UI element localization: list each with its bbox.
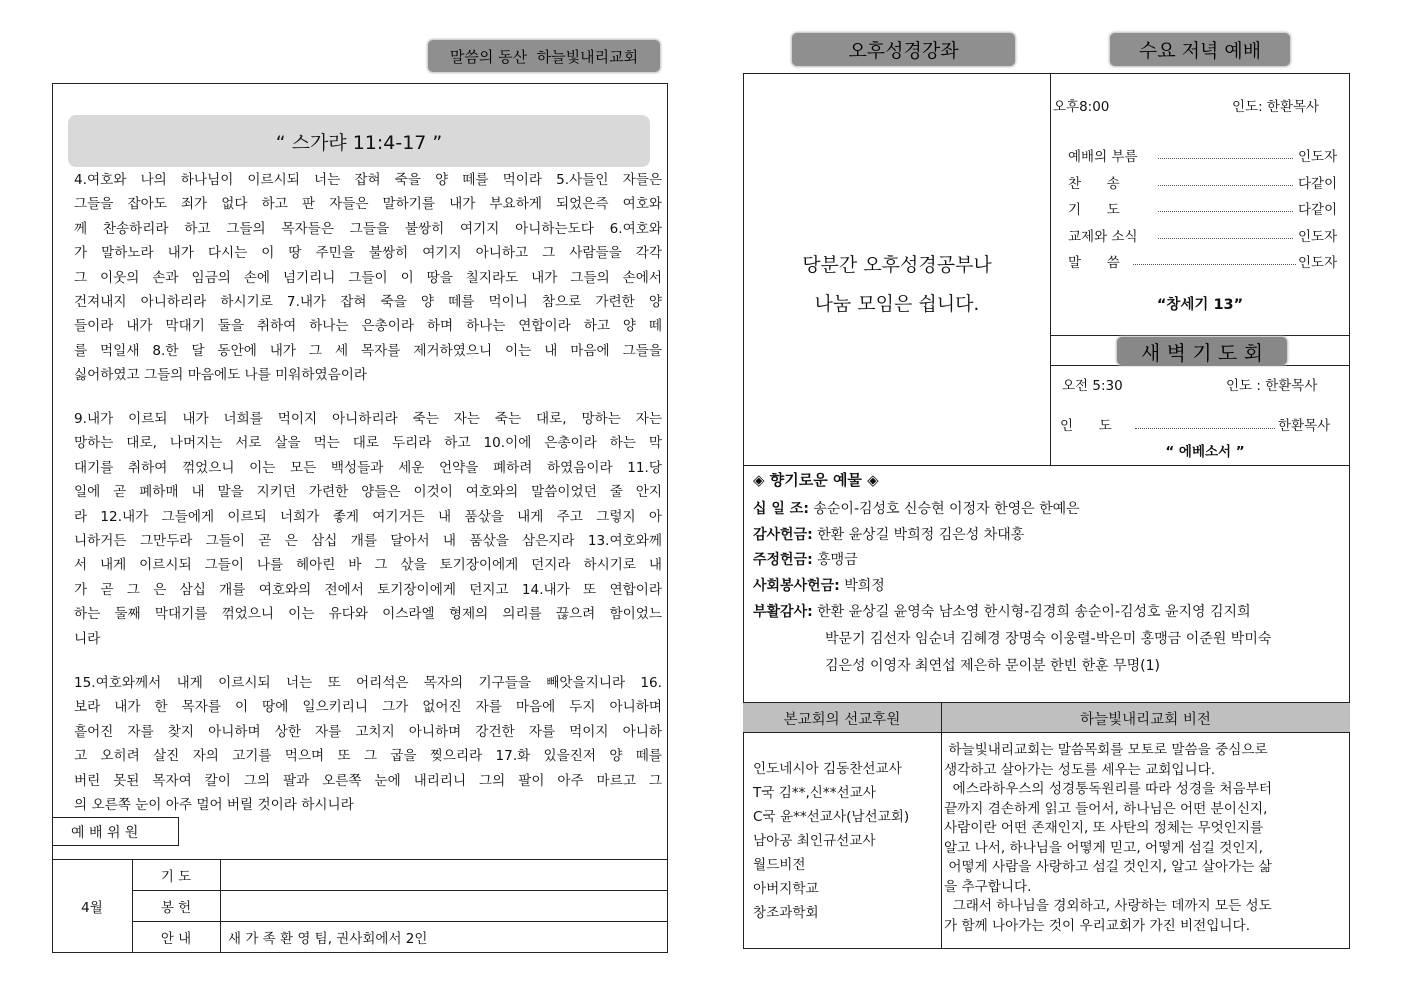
scripture-paragraph-1 xyxy=(74,168,662,388)
wednesday-service-title: 수요 저녁 예배 xyxy=(1138,40,1262,62)
offering-names: 박희정 xyxy=(844,578,885,595)
order-item: 찬 송 xyxy=(1068,175,1120,192)
vision-line: 끝까지 겸손하게 읽고 들어서, 하나님은 어떤 분이신지, xyxy=(944,800,1268,817)
dotted-leader xyxy=(1158,211,1293,212)
scripture-line: 망하는 대로, 나머지는 서로 살을 먹는 대로 두리라 하고 10.이에 은총이라 하는 막 xyxy=(74,435,662,452)
offering-label: 사회봉사헌금: xyxy=(753,578,840,595)
offering-names: 홍맹금 xyxy=(817,552,858,569)
dawn-item: 인 도 xyxy=(1060,418,1112,434)
scripture-line: 가 곧 그 은 삼십 개를 여호와의 전에서 토기장이에게 던지고 14.내가 또 연합이라 xyxy=(74,581,662,598)
offering-names-continued: 박문기 김선자 임순녀 김혜경 장명숙 이웅렬-박은미 홍맹금 이준원 박미숙 xyxy=(825,631,1272,647)
vision-line: 을 추구합니다. xyxy=(944,878,1032,895)
wednesday-leader: 인도: 한환목사 xyxy=(1232,99,1320,115)
mission-item: T국 김**,신**선교사 xyxy=(753,785,876,801)
scripture-line: 건져내지 아니하리라 하시기로 7.내가 잡혀 죽을 양 떼를 먹이니 참으로 가련한 양 xyxy=(74,293,662,310)
order-who: 인도자 xyxy=(1298,255,1338,271)
scripture-line: 니하거든 그만두라 그들이 곧 은 삼십 개를 달아서 내 품삯을 삼은지라 13.여호와께 xyxy=(74,532,662,549)
scripture-line: 대기를 취하여 꺾었으니 이는 모든 백성들과 세운 언약을 폐하려 하였음이라 11.당 xyxy=(74,459,662,476)
worship-staff-label-text: 예 배 위 원 xyxy=(71,824,139,841)
scripture-line: 그 이웃의 손과 임금의 손에 넘기리니 그들이 이 땅을 칠지라도 내가 그들의 손에서 xyxy=(74,269,662,286)
wednesday-service-badge xyxy=(1110,33,1290,66)
dawn-scripture: “ 에베소서 ” xyxy=(1165,444,1245,460)
dotted-leader xyxy=(1158,158,1293,159)
vision-line: 생각하고 살아가는 성도를 세우는 교회입니다. xyxy=(944,761,1216,778)
scripture-line: 고 오히려 살진 자의 고기를 먹으며 또 그 굽을 찢으리라 17.화 있을진저 양 떼를 xyxy=(74,748,662,765)
dotted-leader xyxy=(1133,264,1296,265)
church-name-badge xyxy=(428,40,660,72)
staff-month: 4월 xyxy=(81,899,103,916)
vision-line: 그래서 하나님을 경외하고, 사랑하는 데까지 모든 성도 xyxy=(944,898,1272,914)
offerings-title: ◈ 향기로운 예물 ◈ xyxy=(753,471,879,489)
offering-names-continued: 김은성 이영자 최연섭 제은하 문이분 한빈 한훈 무명(1) xyxy=(825,658,1160,674)
staff-value xyxy=(228,859,658,890)
offering-row xyxy=(753,498,1080,518)
church-name: 말씀의 동산 하늘빛내리교회 xyxy=(449,47,639,66)
dawn-leader: 인도 : 한환목사 xyxy=(1226,378,1318,394)
scripture-line: 15.여호와께서 내게 이르시되 너는 또 어리석은 목자의 기구들을 빼앗을지니라 16. xyxy=(74,675,662,691)
mission-item: 창조과학회 xyxy=(753,905,819,921)
offering-row xyxy=(753,549,858,569)
staff-value: 새 가 족 환 영 팀, 권사회에서 2인 xyxy=(228,930,428,947)
order-item: 예배의 부름 xyxy=(1068,149,1138,165)
scripture-line: 를 먹일새 8.한 달 동안에 내가 그 세 목자를 제거하였으니 이는 내 마음에 그들을 xyxy=(74,342,662,359)
dotted-leader xyxy=(1158,238,1293,239)
afternoon-study-badge xyxy=(792,33,1015,66)
offering-label: 주정헌금: xyxy=(753,552,813,569)
offering-row xyxy=(753,601,1251,621)
offering-label: 부활감사: xyxy=(753,603,813,620)
missions-list xyxy=(753,757,909,925)
order-item: 말 씀 xyxy=(1068,255,1120,271)
scripture-line: 버린 못된 목자여 칼이 그의 팔과 오른쪽 눈에 내리리니 그의 팔이 아주 마르고 그 xyxy=(74,772,662,789)
wednesday-time: 오후8:00 xyxy=(1053,99,1110,115)
vision-header: 하늘빛내리교회 비전 xyxy=(1080,711,1211,728)
offering-names: 송순이-김성호 신승현 이정자 한영은 한예은 xyxy=(813,501,1080,517)
vision-line: 하늘빛내리교회는 말씀목회를 모토로 말씀을 중심으로 xyxy=(944,742,1268,758)
vision-line: 가 함께 나아가는 것이 우리교회가 가진 비전입니다. xyxy=(944,917,1251,934)
scripture-line: 보라 내가 한 목자를 이 땅에 일으키리니 그가 없어진 자를 마음에 두지 아니하며 xyxy=(74,699,662,716)
scripture-line: 께 찬송하리라 하고 그들의 목자들은 그들을 불쌍히 여기지 아니하는도다 6.여호와 xyxy=(74,220,662,237)
afternoon-notice xyxy=(744,246,1050,324)
scripture-line: 일에 곧 폐하매 내 말을 지키던 가련한 양들은 이것이 여호와의 말씀이었던 줄 안지 xyxy=(74,484,662,501)
scripture-title: “ 스가랴 11:4-17 ” xyxy=(275,131,443,154)
offering-label: 십 일 조: xyxy=(753,501,809,517)
dawn-prayer-badge xyxy=(1117,337,1287,365)
vision-line: 사람이란 어떤 존재인지, 또 사탄의 정체는 무엇인지를 xyxy=(944,820,1264,836)
offering-row xyxy=(753,575,885,595)
order-who: 인도자 xyxy=(1298,149,1338,165)
dawn-time: 오전 5:30 xyxy=(1062,378,1123,394)
offering-label: 감사헌금: xyxy=(753,526,813,543)
divider xyxy=(220,859,221,952)
scripture-line: 라 12.내가 그들에게 이르되 너희가 좋게 여기거든 내 품삯을 내게 주고 그렇지 아 xyxy=(74,508,662,525)
scripture-line: 가 말하노라 내가 다시는 이 땅 주민을 불쌍히 여기지 아니하고 그 사람들을 각각 xyxy=(74,245,662,262)
divider xyxy=(941,702,942,949)
scripture-paragraph-3 xyxy=(74,671,662,817)
scripture-title-pill xyxy=(68,115,650,167)
mission-item: C국 윤**선교사(남선교회) xyxy=(753,809,910,825)
staff-role: 봉 헌 xyxy=(160,899,192,916)
missions-header: 본교회의 선교후원 xyxy=(783,711,901,728)
vision-line: 어떻게 사람을 사랑하고 섬길 것인지, 알고 살아가는 삶 xyxy=(944,859,1272,875)
notice-line: 당분간 오후성경공부나 xyxy=(802,254,992,276)
scripture-paragraph-2 xyxy=(74,407,662,651)
scripture-line: 그들을 잡아도 죄가 없다 하고 판 자들은 말하기를 내가 부요하게 되었은즉 여호와 xyxy=(74,196,662,213)
dotted-leader xyxy=(1158,185,1293,186)
divider xyxy=(743,465,1350,466)
divider xyxy=(1050,73,1051,466)
order-who: 다같이 xyxy=(1298,202,1338,218)
dotted-leader xyxy=(1135,428,1275,429)
scripture-line: 9.내가 이르되 내가 너희를 먹이지 아니하리라 죽는 자는 죽는 대로, 망하는 자는 xyxy=(74,411,662,427)
mission-item: 월드비전 xyxy=(753,857,806,873)
offering-row xyxy=(753,524,1024,544)
scripture-line: 서 내게 이르시되 그들이 나를 헤아린 바 그 삯을 토기장이에게 던지라 하시기로 내 xyxy=(74,557,662,574)
order-item: 기 도 xyxy=(1068,202,1120,218)
vision-line: 에스라하우스의 성경통독원리를 따라 성경을 처음부터 xyxy=(944,781,1272,797)
staff-role: 안 내 xyxy=(160,930,192,947)
afternoon-study-title: 오후성경강좌 xyxy=(848,40,959,62)
mission-item: 남아공 최인규선교사 xyxy=(753,833,876,849)
dawn-who: 한환목사 xyxy=(1278,418,1331,434)
scripture-line: 하는 둘째 막대기를 꺾었으니 이는 유다와 이스라엘 형제의 의리를 끊으려 함이었느 xyxy=(74,606,662,623)
mission-item: 인도네시아 김동찬선교사 xyxy=(753,761,902,777)
vision-line: 알고 나서, 하나님을 어떻게 믿고, 어떻게 섬길 것인지, xyxy=(944,839,1263,856)
order-who: 다같이 xyxy=(1298,175,1338,192)
dawn-prayer-title: 새 벽 기 도 회 xyxy=(1140,340,1264,365)
scripture-line: 4.여호와 나의 하나님이 이르시되 너는 잡혀 죽을 양 떼를 먹이라 5.사들인 자들은 xyxy=(74,172,662,188)
scripture-line: 니라 xyxy=(74,630,101,647)
scripture-line: 흩어진 자를 찾지 아니하며 상한 자를 고치지 아니하며 강건한 자를 먹이지 아니하 xyxy=(74,723,662,740)
offering-names: 한환 윤상길 박희정 김은성 차대홍 xyxy=(817,526,1025,543)
staff-value xyxy=(228,890,658,921)
scripture-line: 의 오른쪽 눈이 아주 멀어 버릴 것이라 하시니라 xyxy=(74,796,354,813)
order-item: 교제와 소식 xyxy=(1068,228,1138,245)
notice-line: 나눔 모임은 쉽니다. xyxy=(814,293,980,315)
staff-role: 기 도 xyxy=(160,868,192,885)
scripture-line: 싫어하였고 그들의 마음에도 나를 미워하였음이라 xyxy=(74,367,368,384)
scripture-line: 들이라 내가 막대기 둘을 취하여 하나는 은총이라 하며 하나는 연합이라 하고 양 떼 xyxy=(74,318,662,335)
order-who: 인도자 xyxy=(1298,228,1338,245)
wednesday-scripture: “창세기 13” xyxy=(1156,297,1244,313)
offering-names: 한환 윤상길 윤영숙 남소영 한시형-김경희 송순이-김성호 윤지영 김지희 xyxy=(817,603,1251,620)
mission-item: 아버지학교 xyxy=(753,881,819,897)
worship-staff-label xyxy=(52,817,179,846)
vision-text xyxy=(944,741,1346,936)
